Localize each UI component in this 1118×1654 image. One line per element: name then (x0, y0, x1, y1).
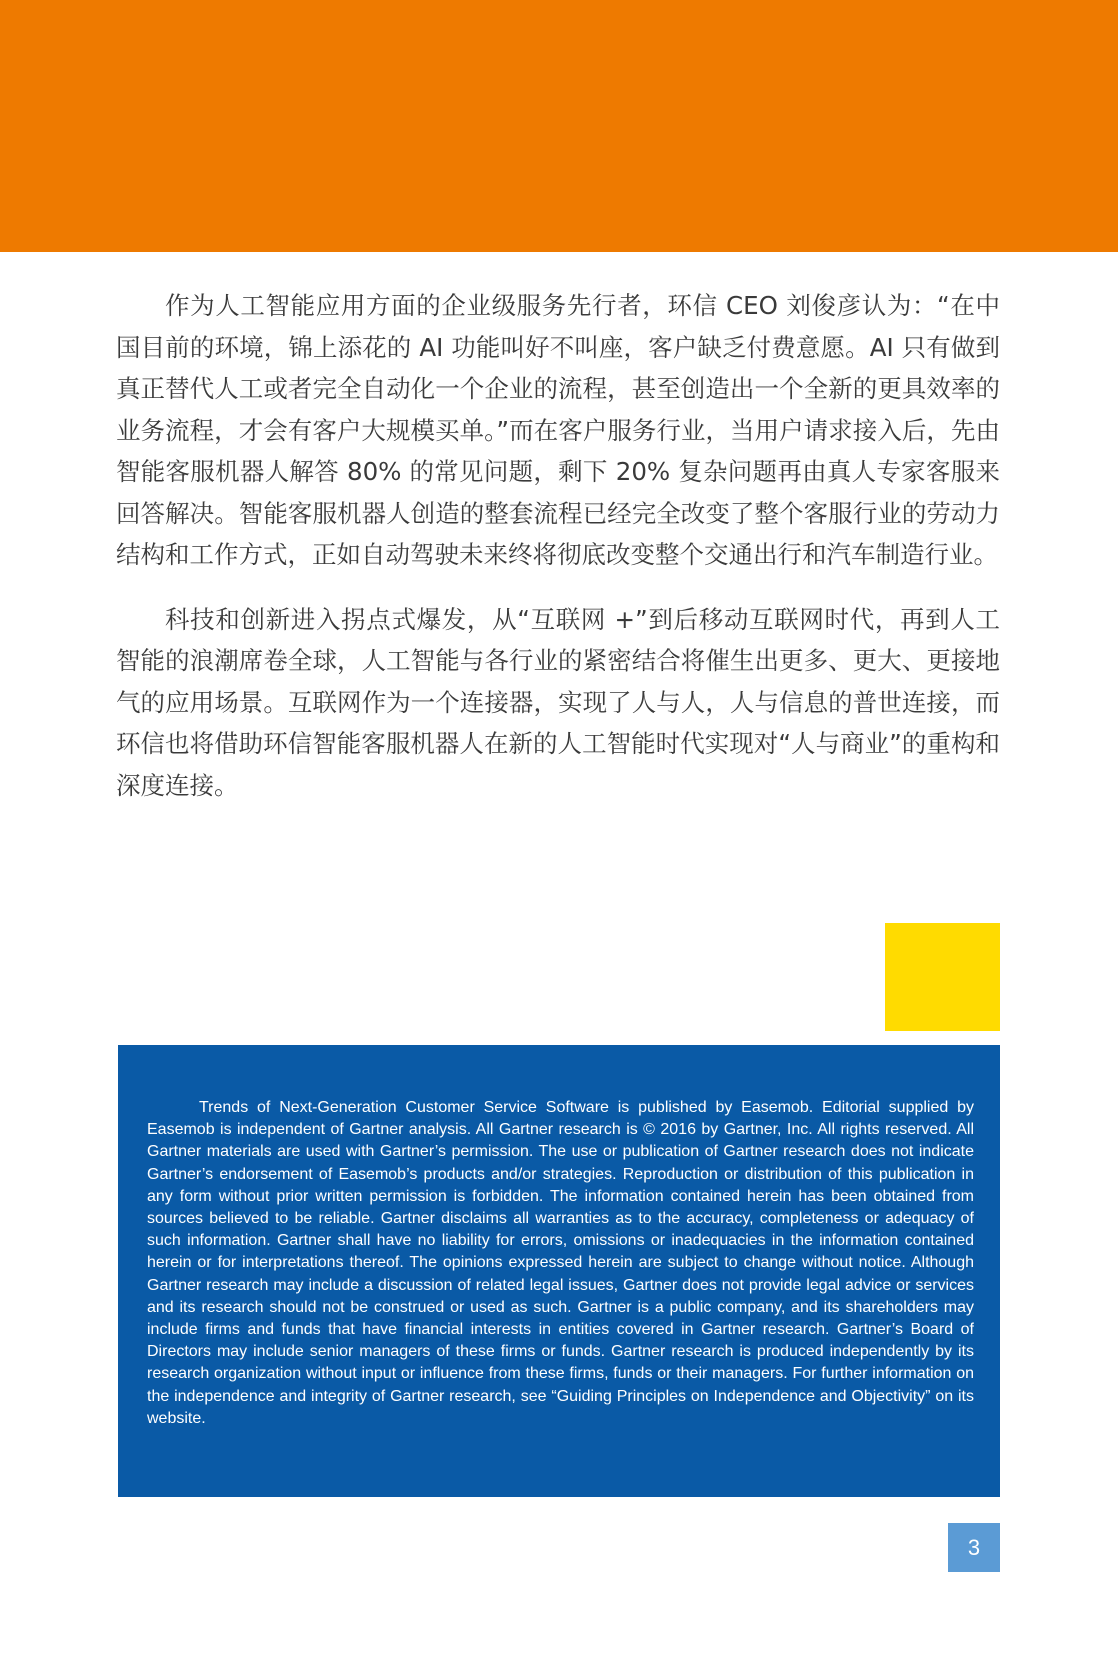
article-paragraph-1: 作为人工智能应用方面的企业级服务先行者，环信 CEO 刘俊彦认为：“在中国目前的环境，锦上添花的 AI 功能叫好不叫座，客户缺乏付费意愿。AI 只有做到真正替代人工或者完全自动化一个企业的流程，甚至创造出一个全新的更具效率的业务流程，才会有客户大规模买单。”而在客户服务行业，当用户请求接入后，先由智能客服机器人解答 80% 的常见问题，剩下 20% 复杂问题再由真人专家客服来回答解决。智能客服机器人创造的整套流程已经完全改变了整个客服行业的劳动力结构和工作方式，正如自动驾驶未来终将彻底改变整个交通出行和汽车制造行业。 (116, 291, 1000, 569)
page-number-badge: 3 (948, 1523, 1000, 1572)
article-paragraph-2: 科技和创新进入拐点式爆发，从“互联网 +”到后移动互联网时代，再到人工智能的浪潮席卷全球，人工智能与各行业的紧密结合将催生出更多、更大、更接地气的应用场景。互联网作为一个连接器，实现了人与人，人与信息的普世连接，而环信也将借助环信智能客服机器人在新的人工智能时代实现对“人与商业”的重构和深度连接。 (116, 604, 1000, 800)
legal-disclaimer-box (118, 1045, 1000, 1497)
top-orange-band (0, 0, 1118, 252)
legal-disclaimer-text: Trends of Next-Generation Customer Service Software is published by Easemob. Editorial supplied by Easemob is independent of Gartner analysis. All Gartner research is © 2016 by Gartner, Inc. All rights reserved. All Gartner materials are used with Gartner’s permission. The use or publication of Gartner research does not indicate Gartner’s endorsement of Easemob’s products and/or strategies. Reproduction or distribution of this publication in any form without prior written permission is forbidden. The information contained herein has been obtained from sources believed to be reliable. Gartner disclaims all warranties as to the accuracy, completeness or adequacy of such information. Gartner shall have no liability for errors, omissions or inadequacies in the information contained herein or for interpretations thereof. The opinions expressed herein are subject to change without notice. Although Gartner research may include a discussion of related legal issues, Gartner does not provide legal advice or services and its research should not be construed or used as such. Gartner is a public company, and its shareholders may include firms and funds that have financial interests in entities covered in Gartner research. Gartner’s Board of Directors may include senior managers of these firms or funds. Gartner research is produced independently by its research organization without input or influence from these firms, funds or their managers. For further information on the independence and integrity of Gartner research, see “Guiding Principles on Independence and Objectivity” on its website. (147, 1099, 974, 1427)
main-article (116, 285, 1000, 806)
yellow-accent-block (885, 923, 1000, 1031)
